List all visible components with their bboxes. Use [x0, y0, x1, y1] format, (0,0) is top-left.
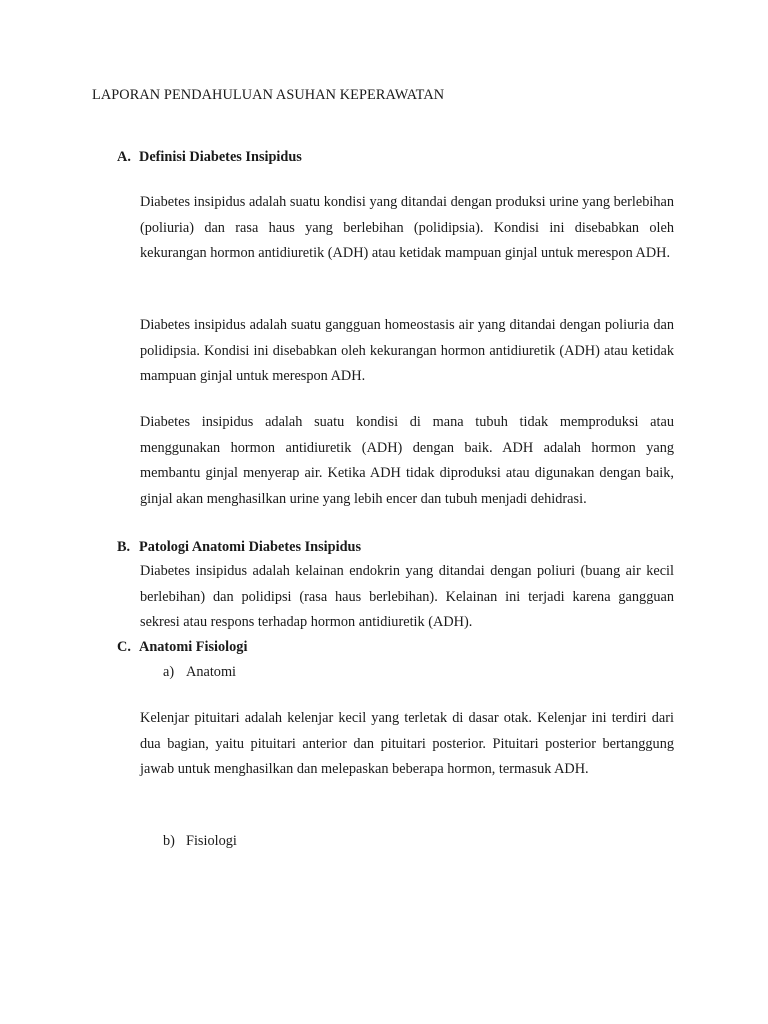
subitem-fisiologi: [163, 833, 237, 850]
section-c-title: Anatomi Fisiologi: [139, 639, 248, 655]
section-a-marker: A.: [117, 149, 131, 165]
subitem-anatomi: [163, 664, 236, 681]
section-b-title: Patologi Anatomi Diabetes Insipidus: [139, 539, 362, 555]
document-title: LAPORAN PENDAHULUAN ASUHAN KEPERAWATAN: [92, 87, 445, 103]
section-b-marker: B.: [117, 539, 131, 555]
section-a-paragraph-2: Diabetes insipidus adalah suatu gangguan homeostasis air yang ditandai dengan poliuria dan polidipsia. Kondisi ini disebabkan oleh kekurangan hormon antidiuretik (ADH) atau ketidak mampuan ginjal untuk merespon ADH.: [140, 317, 674, 385]
anatomi-paragraph: Kelenjar pituitari adalah kelenjar kecil yang terletak di dasar otak. Kelenjar ini terdiri dari dua bagian, yaitu pituitari anterior dan pituitari posterior. Pituitari posterior bertanggung jawab untuk menghasilkan dan melepaskan beberapa hormon, termasuk ADH.: [140, 710, 674, 778]
subitem-anatomi-label: Anatomi: [186, 664, 237, 680]
section-b-paragraph-1: Diabetes insipidus adalah kelainan endokrin yang ditandai dengan poliuri (buang air kecil berlebihan) dan polidipsi (rasa haus berlebihan). Kelainan ini terjadi karena gangguan sekresi atau respons terhadap hormon antidiuretik (ADH).: [140, 563, 674, 631]
subitem-fisiologi-label: Fisiologi: [186, 833, 237, 849]
section-a-title: Definisi Diabetes Insipidus: [139, 149, 302, 165]
section-c-marker: C.: [117, 639, 131, 655]
section-b-heading: [117, 539, 361, 556]
subitem-fisiologi-marker: b): [163, 833, 175, 849]
section-a-heading: [117, 149, 302, 166]
section-a-paragraph-3: Diabetes insipidus adalah suatu kondisi di mana tubuh tidak memproduksi atau menggunakan hormon antidiuretik (ADH) dengan baik. ADH adalah hormon yang membantu ginjal menyerap air. Ketika ADH tidak diproduksi atau digunakan dengan baik, ginjal akan menghasilkan urine yang lebih encer dan tubuh menjadi dehidrasi.: [140, 414, 674, 508]
section-a-paragraph-1: Diabetes insipidus adalah suatu kondisi yang ditandai dengan produksi urine yang berlebihan (poliuria) dan rasa haus yang berlebihan (polidipsia). Kondisi ini disebabkan oleh kekurangan hormon antidiuretik (ADH) atau ketidak mampuan ginjal untuk merespon ADH.: [140, 194, 674, 262]
subitem-anatomi-marker: a): [163, 664, 175, 680]
section-c-heading: [117, 639, 247, 656]
